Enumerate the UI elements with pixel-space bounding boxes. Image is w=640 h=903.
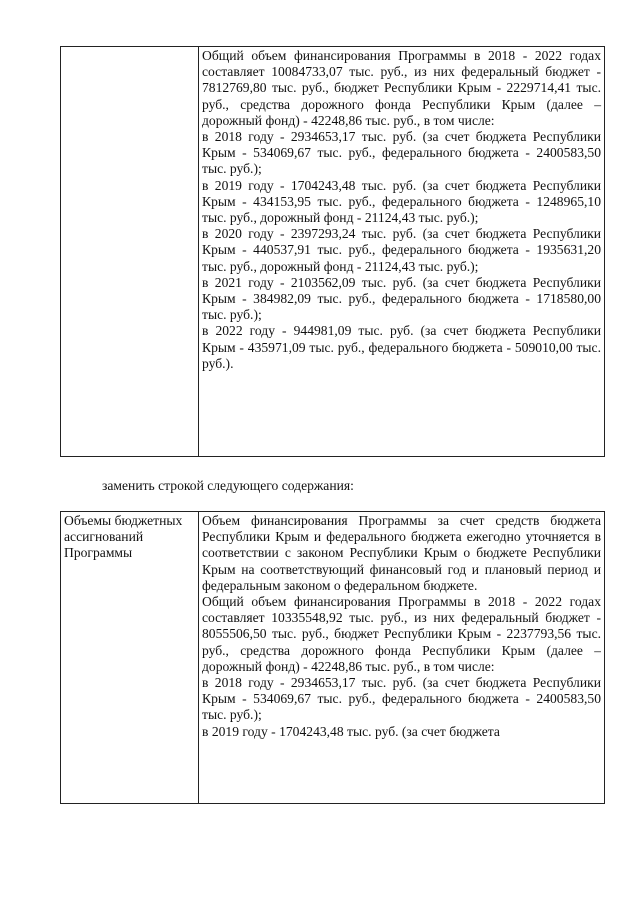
paragraph-2019: в 2019 году - 1704243,48 тыс. руб. (за счет бюджета xyxy=(202,723,500,739)
table-left-cell xyxy=(61,47,199,457)
paragraph-2018: в 2018 году - 2934653,17 тыс. руб. (за счет бюджета Республики Крым - 534069,67 тыс. руб., федерального бюджета - 2400583,50 тыс. руб.); xyxy=(202,675,601,723)
table-left-cell: Объемы бюджетных ассигнований Программы xyxy=(61,512,199,804)
funding-table-new xyxy=(60,511,605,804)
paragraph-2018: в 2018 году - 2934653,17 тыс. руб. (за счет бюджета Республики Крым - 534069,67 тыс. руб., федерального бюджета - 2400583,50 тыс. руб.); xyxy=(202,129,601,177)
table-row xyxy=(61,47,605,457)
paragraph-2019: в 2019 году - 1704243,48 тыс. руб. (за счет бюджета Республики Крым - 434153,95 тыс. руб., федерального бюджета - 1248965,10 тыс. руб., дорожный фонд - 21124,43 тыс. руб.); xyxy=(202,177,601,226)
paragraph-2020: в 2020 году - 2397293,24 тыс. руб. (за счет бюджета Республики Крым - 440537,91 тыс. руб., федерального бюджета - 1935631,20 тыс. руб., дорожный фонд - 21124,43 тыс. руб.); xyxy=(202,226,601,274)
paragraph-2022: в 2022 году - 944981,09 тыс. руб. (за счет бюджета Республики Крым - 435971,09 тыс. руб., федерального бюджета - 509010,00 тыс. руб.). xyxy=(202,323,601,371)
cell-content xyxy=(202,513,601,803)
paragraph-2021: в 2021 году - 2103562,09 тыс. руб. (за счет бюджета Республики Крым - 384982,09 тыс. руб., федерального бюджета - 1718580,00 тыс. руб.); xyxy=(202,274,601,323)
paragraph-total: Общий объем финансирования Программы в 2018 - 2022 годах составляет 10084733,07 тыс. руб., из них федеральный бюджет - 7812769,80 тыс. руб., бюджет Республики Крым - 2229714,41 тыс. руб., средства дорожного фонда Республики Крым (далее – дорожный фонд) - 42248,86 тыс. руб., в том числе: xyxy=(202,48,601,128)
paragraph-total: Общий объем финансирования Программы в 2018 - 2022 годах составляет 10335548,92 тыс. руб., из них федеральный бюджет - 8055506,50 тыс. руб., бюджет Республики Крым - 2237793,56 тыс. руб., средства дорожного фонда Республики Крым (далее – дорожный фонд) - 42248,86 тыс. руб., в том числе: xyxy=(202,594,601,674)
table-right-cell xyxy=(199,512,605,804)
table-right-cell xyxy=(199,47,605,457)
funding-table-old xyxy=(60,46,605,457)
paragraph-intro: Объем финансирования Программы за счет средств бюджета Республики Крым и федерального бюджета ежегодно уточняется в соответствии с законом Республики Крым о бюджете Республики Крым на соответствующий финансовый год и плановый период и федеральным законом о федеральном бюджете. xyxy=(202,513,601,593)
replace-instruction: заменить строкой следующего содержания: xyxy=(102,478,354,493)
table-row xyxy=(61,512,605,804)
